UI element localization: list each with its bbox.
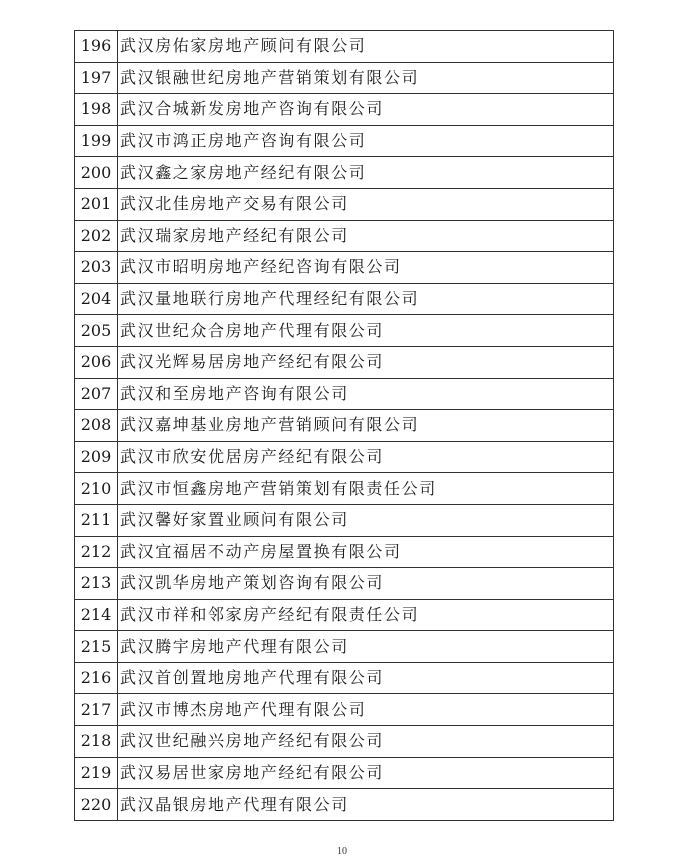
row-number: 214 [75, 599, 118, 631]
company-name: 武汉世纪众合房地产代理有限公司 [118, 315, 614, 347]
table-row [75, 726, 614, 758]
row-number: 217 [75, 694, 118, 726]
company-name: 武汉合城新发房地产咨询有限公司 [118, 94, 614, 126]
company-name: 武汉市欣安优居房产经纪有限公司 [118, 441, 614, 473]
table-row [75, 283, 614, 315]
table-row [75, 504, 614, 536]
company-name: 武汉宜福居不动产房屋置换有限公司 [118, 536, 614, 568]
row-number: 212 [75, 536, 118, 568]
row-number: 215 [75, 631, 118, 663]
row-number: 213 [75, 568, 118, 600]
table-row [75, 346, 614, 378]
row-number: 196 [75, 31, 118, 63]
table-row [75, 694, 614, 726]
company-name: 武汉房佑家房地产顾问有限公司 [118, 31, 614, 63]
table-row [75, 188, 614, 220]
company-name: 武汉市昭明房地产经纪咨询有限公司 [118, 252, 614, 284]
table-row [75, 410, 614, 442]
company-name: 武汉市祥和邻家房产经纪有限责任公司 [118, 599, 614, 631]
company-name: 武汉市鸿正房地产咨询有限公司 [118, 125, 614, 157]
table-row [75, 757, 614, 789]
row-number: 202 [75, 220, 118, 252]
row-number: 209 [75, 441, 118, 473]
row-number: 200 [75, 157, 118, 189]
company-name: 武汉首创置地房地产代理有限公司 [118, 662, 614, 694]
company-name: 武汉市恒鑫房地产营销策划有限责任公司 [118, 473, 614, 505]
company-name: 武汉馨好家置业顾问有限公司 [118, 504, 614, 536]
page-number: 10 [337, 846, 347, 857]
row-number: 206 [75, 346, 118, 378]
row-number: 218 [75, 726, 118, 758]
row-number: 204 [75, 283, 118, 315]
row-number: 205 [75, 315, 118, 347]
company-name: 武汉和至房地产咨询有限公司 [118, 378, 614, 410]
company-name: 武汉腾宇房地产代理有限公司 [118, 631, 614, 663]
company-name: 武汉量地联行房地产代理经纪有限公司 [118, 283, 614, 315]
company-list-table [74, 30, 614, 821]
table-row [75, 789, 614, 821]
table-row [75, 568, 614, 600]
row-number: 220 [75, 789, 118, 821]
table-row [75, 599, 614, 631]
row-number: 208 [75, 410, 118, 442]
row-number: 210 [75, 473, 118, 505]
row-number: 211 [75, 504, 118, 536]
table-row [75, 536, 614, 568]
table-row [75, 125, 614, 157]
table-row [75, 631, 614, 663]
table-row [75, 473, 614, 505]
table-row [75, 315, 614, 347]
company-list-body [75, 31, 614, 821]
table-row [75, 252, 614, 284]
company-name: 武汉凯华房地产策划咨询有限公司 [118, 568, 614, 600]
row-number: 203 [75, 252, 118, 284]
table-row [75, 441, 614, 473]
company-name: 武汉晶银房地产代理有限公司 [118, 789, 614, 821]
row-number: 198 [75, 94, 118, 126]
table-row [75, 31, 614, 63]
row-number: 207 [75, 378, 118, 410]
company-name: 武汉嘉坤基业房地产营销顾问有限公司 [118, 410, 614, 442]
company-name: 武汉光辉易居房地产经纪有限公司 [118, 346, 614, 378]
table-row [75, 157, 614, 189]
company-name: 武汉鑫之家房地产经纪有限公司 [118, 157, 614, 189]
row-number: 216 [75, 662, 118, 694]
row-number: 201 [75, 188, 118, 220]
row-number: 219 [75, 757, 118, 789]
company-name: 武汉银融世纪房地产营销策划有限公司 [118, 62, 614, 94]
company-name: 武汉世纪融兴房地产经纪有限公司 [118, 726, 614, 758]
table-row [75, 220, 614, 252]
company-name: 武汉瑞家房地产经纪有限公司 [118, 220, 614, 252]
table-row [75, 62, 614, 94]
row-number: 197 [75, 62, 118, 94]
row-number: 199 [75, 125, 118, 157]
table-row [75, 94, 614, 126]
table-row [75, 662, 614, 694]
company-name: 武汉易居世家房地产经纪有限公司 [118, 757, 614, 789]
company-name: 武汉市博杰房地产代理有限公司 [118, 694, 614, 726]
company-name: 武汉北佳房地产交易有限公司 [118, 188, 614, 220]
table-row [75, 378, 614, 410]
